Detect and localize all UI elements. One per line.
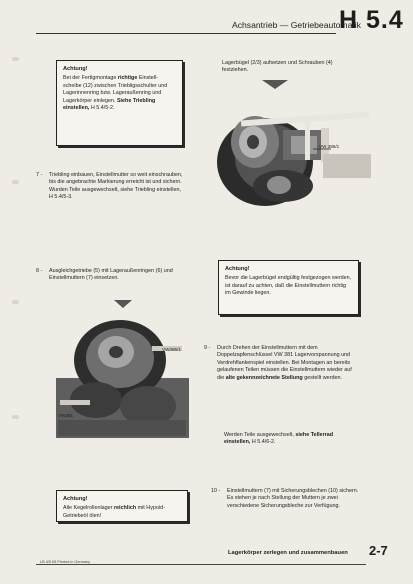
section-title: Achsantrieb — Getriebeautomatik (232, 20, 361, 30)
warning-box-adjust (218, 260, 359, 315)
step-lagerbuegel: Lagerbügel (2/3) aufsetzen und Schrauben (4) festziehen. (222, 60, 333, 74)
step-number: 7 - (36, 172, 43, 178)
photo-differential (56, 308, 189, 438)
step-number: 8 - (36, 268, 43, 274)
step-text: Durch Drehen der Einstellmuttern mit dem Doppelzapfenschlüssel VW 381 Lagervorspannung und Verdrehflankenspiel einstellen. Bei Montagen an bereits gelaufenen Teilen müssen die Einstellmuttern wieder auf die alte gekennzeichnete Stellung gestellt werden. (217, 345, 352, 381)
warning-box-shim (56, 60, 183, 146)
arrow-down-icon (262, 80, 288, 89)
punch-hole (12, 415, 19, 419)
tool-label: VW381 (58, 413, 74, 418)
header-rule (36, 33, 336, 34)
warning-title: Achtung! (63, 496, 88, 502)
step-number: 9 - (204, 345, 211, 351)
punch-hole (12, 300, 19, 304)
step-text: Einstellmuttern (7) mit Sicherungsblechen (10) sichern. Es stehen je nach Stellung der Muttern je zwei verschiedene Sicherungsbleche zur Verfügung. (227, 488, 359, 509)
punch-hole (12, 57, 19, 61)
footer-title: Lagerkörper zerlegen und zusammenbauen (228, 550, 348, 556)
footer-rule (36, 564, 366, 565)
tool-label: VW 386/1 (319, 144, 340, 149)
section-code: H 5.4 (339, 6, 404, 34)
arrow-down-icon (114, 300, 132, 308)
page-number: 2-7 (369, 543, 388, 558)
warning-text: Alle Kegelrollenlager reichlich mit Hypoid-Getriebeöl ölen! (63, 505, 165, 519)
warning-text: Bei der Fertigmontage richtige Einstell-scheibe (12) zwischen Triebligsschulter und Lagerinnenring bzw. Lageraußenring und Lagerkörper einlegen. Siehe Triebling einstellen, H 5.4/5-2. (63, 75, 168, 112)
warning-title: Achtung! (225, 266, 250, 272)
warning-title: Achtung! (63, 66, 88, 72)
step-number: 10 - (211, 488, 221, 494)
warning-text: Bevor die Lagerbügel endgültig festgezogen werden, ist darauf zu achten, daß die Einstellmuttern richtig im Gewinde liegen. (225, 275, 352, 297)
punch-hole (12, 180, 19, 184)
note-replaced-parts: Werden Teile ausgewechselt, siehe Tellerrad einstellen, H 5.4/6-2. (224, 432, 334, 446)
print-note: LB 4/5 65 Printed in Germany (40, 560, 91, 564)
step-text: Triebling einbauen, Einstellmutter so weit einschrauben, bis die angebrachte Markierung erreicht ist und sichern. Wurden Teile ausgewechselt, siehe Triebling einstellen, H 5.4/5-3. (49, 172, 183, 201)
tool-label: VW386/1 (162, 347, 181, 352)
warning-box-oil (56, 490, 188, 522)
photo-bearing-cap (213, 90, 371, 208)
step-text: Ausgleichgetriebe (5) mit Lageraußenringen (6) und Einstellmuttern (7) einsetzen. (49, 268, 173, 282)
